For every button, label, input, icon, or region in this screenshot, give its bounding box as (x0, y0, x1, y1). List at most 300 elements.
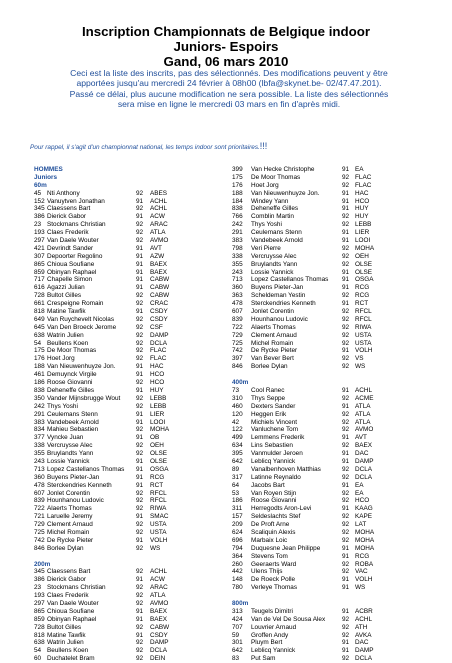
entries-column-right (232, 166, 392, 663)
club-code: HAC (150, 363, 164, 371)
bib-number: 291 (34, 410, 45, 418)
athlete-name: Herregodts Aron-Levi (251, 505, 312, 513)
birth-year: 91 (342, 434, 350, 442)
club-code: MOHA (355, 536, 375, 544)
club-code: MOHA (150, 426, 170, 434)
club-code: HUY (150, 386, 164, 394)
athlete-row (232, 182, 392, 190)
club-code: RCT (355, 300, 369, 308)
athlete-name: Clement Arnaud (251, 331, 297, 339)
athlete-name: Beullens Koen (47, 647, 89, 655)
club-code: BAEX (150, 260, 168, 268)
bib-number: 442 (232, 568, 243, 576)
intro-paragraph (34, 68, 424, 109)
page-subtitle: Juniors- Espoirs (173, 39, 279, 54)
athlete-row (34, 505, 184, 513)
club-code: HCO (355, 497, 370, 505)
birth-year: 92 (136, 639, 144, 647)
athlete-name: Hounhanou Ludovic (251, 315, 308, 323)
birth-year: 91 (136, 481, 144, 489)
bib-number: 186 (232, 497, 243, 505)
club-code: ABES (150, 189, 168, 197)
birth-year: 92 (342, 221, 350, 229)
club-code: RCG (355, 284, 370, 292)
bib-number: 355 (232, 260, 243, 268)
athlete-name: Windey Yann (251, 197, 289, 205)
club-code: KAPE (355, 513, 373, 521)
bib-number: 721 (34, 513, 45, 521)
bib-number: 363 (232, 292, 243, 300)
bib-number: 386 (34, 576, 45, 584)
bib-number: 839 (232, 315, 243, 323)
athlete-row (34, 576, 184, 584)
athlete-row (232, 308, 392, 316)
athlete-row (34, 639, 184, 647)
club-code: CABW (150, 284, 170, 292)
athlete-name: Vander Mijnsbrugge Wout (47, 394, 121, 402)
club-code: AVMO (355, 426, 374, 434)
club-code: DCLA (355, 465, 373, 473)
athlete-name: Hoet Jorg (251, 181, 279, 189)
birth-year: 92 (342, 497, 350, 505)
bib-number: 661 (34, 300, 45, 308)
bib-number: 355 (34, 450, 45, 458)
bib-number: 638 (34, 639, 45, 647)
athlete-name: Sterckendries Kenneth (47, 481, 112, 489)
athlete-name: Van Daele Wouter (47, 237, 99, 245)
birth-year: 91 (342, 268, 350, 276)
birth-year: 92 (342, 568, 350, 576)
athlete-row (34, 332, 184, 340)
athlete-name: Claessens Bart (47, 205, 91, 213)
athlete-row (34, 616, 184, 624)
bib-number: 722 (232, 323, 243, 331)
athlete-name: Dierick Gabor (47, 213, 87, 221)
entries-column-left (34, 166, 184, 663)
athlete-row (34, 568, 184, 576)
bib-number: 742 (232, 347, 243, 355)
athlete-row (34, 426, 184, 434)
club-code: LOOI (150, 418, 166, 426)
bib-number: 728 (34, 292, 45, 300)
athlete-name: Ceulemans Stenn (47, 410, 98, 418)
athlete-row (232, 166, 392, 174)
birth-year: 91 (136, 244, 144, 252)
club-code: DCLA (355, 655, 373, 663)
athlete-row (34, 592, 184, 600)
birth-year: 92 (136, 339, 144, 347)
athlete-row (34, 213, 184, 221)
birth-year: 92 (342, 339, 350, 347)
club-code: USTA (150, 521, 167, 529)
athlete-row (232, 221, 392, 229)
athlete-row (232, 355, 392, 363)
birth-year: 91 (342, 481, 350, 489)
bib-number: 794 (232, 544, 243, 552)
bib-number: 729 (232, 331, 243, 339)
bib-number: 707 (232, 623, 243, 631)
bib-number: 865 (34, 260, 45, 268)
club-code: HCO (150, 379, 165, 387)
bib-number: 607 (34, 489, 45, 497)
bib-number: 642 (232, 647, 243, 655)
athlete-name: Van Daele Wouter (47, 599, 99, 607)
bib-number: 291 (232, 229, 243, 237)
birth-year: 91 (136, 371, 144, 379)
athlete-name: Mahieu Sebastien (47, 426, 99, 434)
bib-number: 421 (34, 244, 45, 252)
birth-year: 91 (136, 268, 144, 276)
bib-number: 634 (232, 442, 243, 450)
birth-year: 91 (136, 576, 144, 584)
athlete-row (34, 324, 184, 332)
athlete-row (232, 269, 392, 277)
bib-number: 338 (34, 442, 45, 450)
bib-number: 350 (34, 394, 45, 402)
athlete-name: Seldeslachts Stef (251, 513, 301, 521)
athlete-name: Vyncke Juan (47, 434, 84, 442)
bib-number: 243 (232, 268, 243, 276)
bib-number: 859 (34, 268, 45, 276)
athlete-row (232, 466, 392, 474)
birth-year: 92 (136, 528, 144, 536)
bib-number: 742 (34, 536, 45, 544)
athlete-name: Stockmans Christian (47, 221, 106, 229)
bib-number: 243 (34, 457, 45, 465)
club-code: BAEX (150, 268, 168, 276)
birth-year: 91 (342, 457, 350, 465)
athlete-name: Clement Arnaud (47, 521, 93, 529)
bib-number: 638 (34, 331, 45, 339)
birth-year: 91 (136, 213, 144, 221)
club-code: DCLA (150, 647, 168, 655)
athlete-name: Marbaix Loic (251, 536, 288, 544)
bib-number: 59 (232, 631, 240, 639)
athlete-name: Michel Romain (251, 339, 294, 347)
club-code: MOHA (355, 528, 375, 536)
club-code: BAEX (150, 615, 168, 623)
club-code: CSF (150, 323, 163, 331)
club-code: ATLA (150, 229, 166, 237)
birth-year: 92 (136, 189, 144, 197)
athlete-name: Van Bever Bert (251, 355, 294, 363)
bib-number: 399 (232, 166, 243, 173)
athlete-name: Ulens Thijs (251, 568, 283, 576)
athlete-row (232, 639, 392, 647)
athlete-row (34, 482, 184, 490)
athlete-name: Nti Anthony (47, 189, 80, 197)
club-code: HCO (150, 371, 165, 379)
athlete-row (34, 340, 184, 348)
club-code: AVMO (150, 599, 169, 607)
bib-number: 60 (34, 655, 42, 663)
bib-number: 209 (232, 521, 243, 529)
athlete-name: Leblicq Yannick (251, 457, 296, 465)
bib-number: 186 (34, 379, 45, 387)
athlete-row (34, 608, 184, 616)
athlete-name: Vandebeek Arnold (47, 418, 99, 426)
birth-year: 92 (136, 347, 144, 355)
birth-year: 92 (342, 655, 350, 663)
birth-year: 92 (342, 631, 350, 639)
section-heading: 60m (34, 181, 47, 189)
birth-year: 92 (136, 292, 144, 300)
club-code: FLAC (355, 173, 372, 181)
birth-year: 91 (342, 276, 350, 284)
birth-year: 91 (136, 473, 144, 481)
athlete-row (232, 363, 392, 371)
athlete-name: Obinyan Raphael (47, 615, 97, 623)
athlete-row (232, 205, 392, 213)
athlete-row (34, 292, 184, 300)
bib-number: 311 (232, 505, 243, 513)
athlete-name: De Rycke Pieter (251, 347, 298, 355)
athlete-row (34, 387, 184, 395)
athlete-name: Laruelle Jeremy (47, 513, 93, 521)
athlete-name: Chioua Soufiane (47, 260, 95, 268)
athlete-name: Vanalbenhoven Matthias (251, 465, 321, 473)
reminder-emphasis: !!! (259, 141, 268, 151)
athlete-row (232, 387, 392, 395)
athlete-row (34, 205, 184, 213)
club-code: FLAC (355, 181, 372, 189)
athlete-row (232, 300, 392, 308)
birth-year: 92 (342, 615, 350, 623)
birth-year: 92 (342, 528, 350, 536)
bib-number: 310 (232, 394, 243, 402)
club-code: WS (355, 584, 366, 592)
athlete-row (34, 442, 184, 450)
birth-year: 91 (342, 300, 350, 308)
birth-year: 92 (342, 363, 350, 371)
bib-number: 242 (232, 221, 243, 229)
bib-number: 846 (34, 544, 45, 552)
athlete-name: Vercruysse Alec (47, 442, 93, 450)
birth-year: 92 (136, 584, 144, 592)
bib-number: 152 (34, 197, 45, 205)
birth-year: 92 (136, 315, 144, 323)
bib-number: 780 (232, 584, 243, 592)
bib-number: 834 (34, 426, 45, 434)
athlete-name: Vanluchene Tom (251, 426, 299, 434)
athlete-row (34, 513, 184, 521)
athlete-row (232, 537, 392, 545)
athlete-row (232, 426, 392, 434)
athlete-row (232, 332, 392, 340)
club-code: ACHL (150, 568, 168, 576)
bib-number: 649 (34, 315, 45, 323)
athlete-name: Jacobs Bart (251, 481, 285, 489)
athlete-name: Crespeigne Romain (47, 300, 104, 308)
athlete-name: Pluym Bert (251, 639, 283, 647)
athlete-name: Van Ruychevelt Nicolas (47, 315, 115, 323)
athlete-row (34, 490, 184, 498)
athlete-row (34, 647, 184, 655)
club-code: RCG (355, 552, 370, 560)
birth-year: 92 (136, 221, 144, 229)
athlete-row (232, 584, 392, 592)
athlete-name: Jonlet Corentin (47, 489, 90, 497)
athlete-name: Bruylandts Yann (251, 260, 298, 268)
athlete-name: Roose Giovanni (251, 497, 297, 505)
bib-number: 260 (232, 560, 243, 568)
athlete-name: Lossie Yannick (251, 268, 294, 276)
athlete-row (232, 253, 392, 261)
bib-number: 193 (34, 592, 45, 600)
athlete-name: Scaliquin Alexis (251, 528, 296, 536)
club-code: ATLA (355, 402, 371, 410)
bib-number: 846 (232, 363, 243, 371)
birth-year: 91 (342, 639, 350, 647)
athlete-row (34, 229, 184, 237)
athlete-row (34, 584, 184, 592)
athlete-name: Thys Yoshi (47, 402, 78, 410)
athlete-row (232, 624, 392, 632)
athlete-row (34, 379, 184, 387)
athlete-row (232, 490, 392, 498)
athlete-name: Thys Seppe (251, 394, 286, 402)
birth-year: 91 (136, 418, 144, 426)
athlete-name: Deheneffe Gilles (47, 386, 95, 394)
athlete-row (232, 292, 392, 300)
bib-number: 188 (34, 363, 45, 371)
section-spacer (34, 553, 184, 561)
bib-number: 184 (232, 197, 243, 205)
club-code: RIWA (150, 505, 167, 513)
athlete-row (34, 371, 184, 379)
birth-year: 91 (342, 166, 350, 173)
birth-year: 92 (136, 521, 144, 529)
birth-year: 92 (136, 599, 144, 607)
club-code: LIER (150, 410, 165, 418)
athlete-row (232, 568, 392, 576)
athlete-name: Teugels Dimitri (251, 607, 293, 615)
athlete-row (232, 229, 392, 237)
athlete-row (34, 632, 184, 640)
club-code: ATLA (150, 592, 166, 600)
bib-number: 722 (34, 505, 45, 513)
bib-number: 859 (34, 615, 45, 623)
athlete-row (232, 442, 392, 450)
athlete-name: Chapelle Simon (47, 276, 93, 284)
athlete-name: Stockmans Christian (47, 584, 106, 592)
birth-year: 92 (136, 489, 144, 497)
athlete-row (34, 237, 184, 245)
athlete-name: Bultot Gilles (47, 292, 82, 300)
bib-number: 386 (34, 213, 45, 221)
athlete-row (34, 363, 184, 371)
bib-number: 865 (34, 607, 45, 615)
bib-number: 297 (34, 599, 45, 607)
birth-year: 91 (342, 386, 350, 394)
bib-number: 53 (232, 489, 240, 497)
birth-year: 92 (136, 402, 144, 410)
birth-year: 92 (136, 394, 144, 402)
section-heading: 400m (232, 379, 249, 387)
bib-number: 717 (34, 276, 45, 284)
athlete-name: Van Royen Stijn (251, 489, 297, 497)
birth-year: 91 (342, 197, 350, 205)
club-code: CABW (150, 276, 170, 284)
bib-number: 713 (34, 465, 45, 473)
section-heading: Juniors (34, 173, 58, 181)
bib-number: 616 (34, 284, 45, 292)
birth-year: 91 (136, 410, 144, 418)
athlete-row (232, 553, 392, 561)
athlete-row (34, 395, 184, 403)
birth-year: 91 (342, 237, 350, 245)
club-code: LEBB (150, 402, 167, 410)
athlete-row (232, 474, 392, 482)
club-code: OLSE (355, 268, 373, 276)
birth-year: 92 (136, 568, 144, 576)
section-heading: 200m (34, 560, 51, 568)
bib-number: 64 (232, 481, 240, 489)
athlete-name: Dexters Sander (251, 402, 296, 410)
bib-number: 307 (34, 252, 45, 260)
athlete-name: De Moor Thomas (251, 173, 301, 181)
birth-year: 91 (136, 457, 144, 465)
club-code: AVT (150, 244, 162, 252)
club-code: BAEX (355, 442, 373, 450)
club-code: ACHL (355, 386, 373, 394)
club-code: CSDY (150, 308, 168, 316)
birth-year: 91 (342, 189, 350, 197)
birth-year: 92 (342, 181, 350, 189)
bib-number: 188 (232, 189, 243, 197)
athlete-row (232, 655, 392, 663)
bib-number: 338 (232, 252, 243, 260)
athlete-row (34, 308, 184, 316)
club-code: DEIN (150, 655, 166, 663)
club-code: DAMP (150, 331, 169, 339)
athlete-row (34, 316, 184, 324)
birth-year: 91 (342, 347, 350, 355)
athlete-name: Duquesne Jean Philippe (251, 544, 321, 552)
birth-year: 92 (136, 331, 144, 339)
athlete-row (232, 529, 392, 537)
athlete-row (232, 324, 392, 332)
club-code: EA (355, 489, 364, 497)
athlete-row (232, 521, 392, 529)
birth-year: 92 (136, 355, 144, 363)
athlete-name: Veri Pierre (251, 244, 281, 252)
athlete-row (232, 608, 392, 616)
intro-line: Passé ce délai, plus aucune modification ne sera possible. La liste des sélectionnés (69, 88, 389, 99)
athlete-row (232, 261, 392, 269)
birth-year: 92 (342, 465, 350, 473)
club-code: AVMO (150, 237, 169, 245)
club-code: RCT (150, 481, 164, 489)
athlete-name: Verleye Thomas (251, 584, 298, 592)
birth-year: 92 (342, 260, 350, 268)
athlete-row (34, 537, 184, 545)
club-code: RCG (150, 473, 165, 481)
athlete-row (232, 316, 392, 324)
bib-number: 624 (232, 528, 243, 536)
club-code: OSGA (150, 465, 169, 473)
birth-year: 92 (136, 229, 144, 237)
athlete-name: Comblin Martin (251, 213, 294, 221)
club-code: EA (355, 166, 364, 173)
athlete-name: Ceulemans Stenn (251, 229, 302, 237)
athlete-name: Vanmulder Jeroen (251, 450, 303, 458)
athlete-row (34, 474, 184, 482)
birth-year: 92 (136, 544, 144, 552)
bib-number: 23 (34, 584, 42, 592)
athlete-name: Leblicq Yannick (251, 647, 296, 655)
club-code: MOHA (355, 244, 375, 252)
